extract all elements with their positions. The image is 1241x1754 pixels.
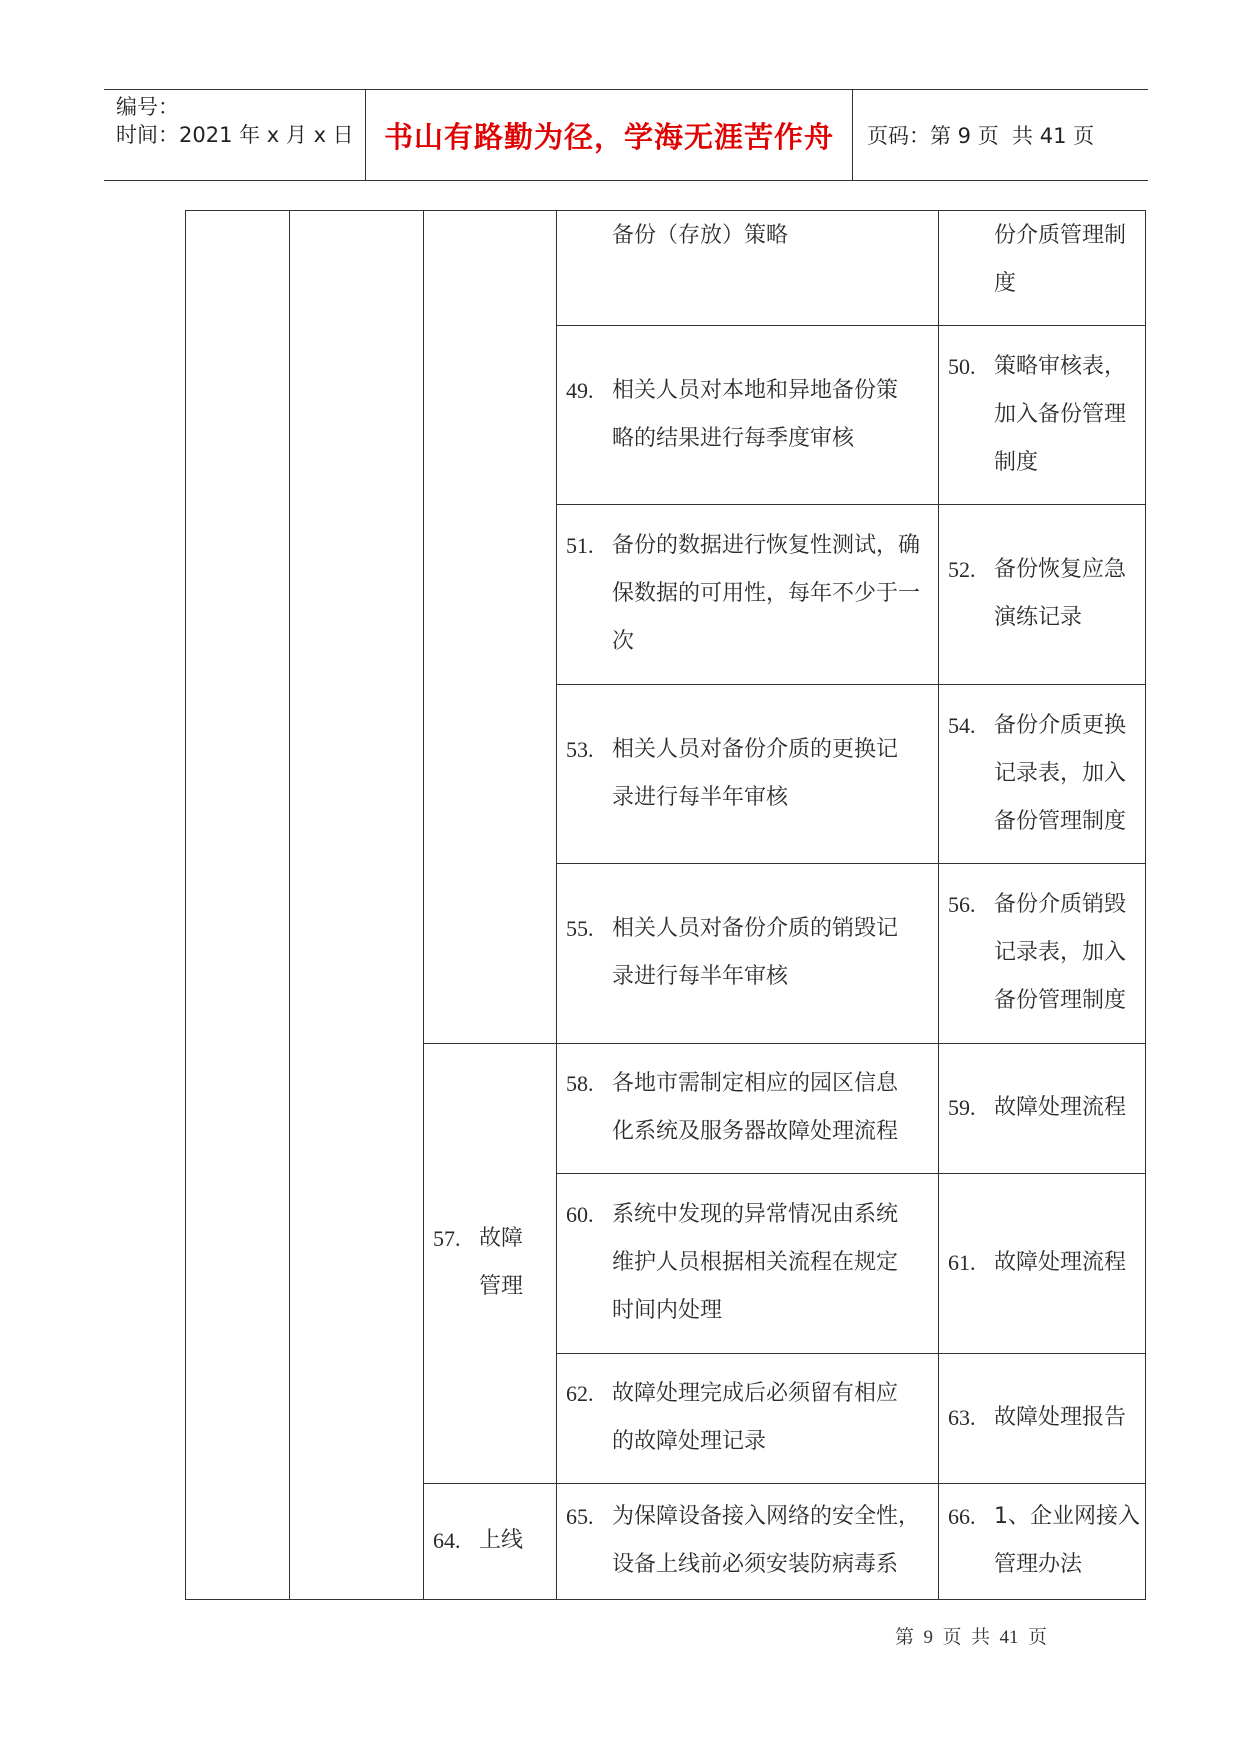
document-time-label: 时间：2021 年 x 月 x 日	[116, 123, 354, 147]
record-text: 备份管理制度	[994, 988, 1127, 1013]
requirement-text: 相关人员对备份介质的更换记	[612, 736, 899, 762]
header-page-info	[853, 90, 1148, 180]
requirement-text: 备份（存放）策略	[612, 223, 789, 248]
requirement-text: 维护人员根据相关流程在规定	[612, 1250, 899, 1275]
header-motto: 书山有路勤为径，学海无涯苦作舟	[366, 90, 853, 180]
requirement-number: 49.	[566, 377, 594, 403]
category-label: 上线	[479, 1528, 524, 1553]
table-vline-4	[938, 210, 939, 1599]
row-divider-6	[556, 1173, 1145, 1174]
requirement-text: 相关人员对备份介质的销毁记	[612, 916, 899, 941]
requirement-text: 备份的数据进行恢复性测试，确	[612, 533, 921, 558]
requirement-number: 55.	[566, 916, 594, 941]
record-text: 管理办法	[994, 1552, 1083, 1577]
row-divider-5	[556, 1043, 1145, 1044]
header-page-label: 页码：第 9 页 共 41 页	[867, 124, 1095, 148]
record-text: 记录表，加入	[994, 760, 1127, 786]
record-text: 故障处理流程	[994, 1095, 1127, 1120]
page-header	[104, 89, 1148, 181]
table-vline-0	[185, 210, 186, 1599]
record-text: 故障处理流程	[994, 1250, 1127, 1275]
requirement-number: 58.	[566, 1071, 594, 1096]
category-number: 57.	[433, 1226, 461, 1251]
requirement-text: 录进行每半年审核	[612, 964, 789, 989]
requirement-text: 略的结果进行每季度审核	[612, 425, 855, 451]
table-vline-5	[1145, 210, 1146, 1599]
requirement-text: 相关人员对本地和异地备份策	[612, 377, 899, 403]
record-text: 制度	[994, 449, 1039, 475]
page-footer: 第 9 页 共 41 页	[895, 1627, 1048, 1648]
record-number: 50.	[948, 353, 976, 379]
requirement-text: 为保障设备接入网络的安全性，	[612, 1504, 921, 1529]
record-number: 59.	[948, 1095, 976, 1120]
table-bottom-border	[185, 1599, 1146, 1600]
requirement-number: 51.	[566, 533, 594, 558]
requirement-text: 系统中发现的异常情况由系统	[612, 1202, 899, 1227]
header-meta	[104, 90, 366, 180]
record-text: 1、企业网接入	[994, 1504, 1140, 1529]
row-divider-1	[556, 325, 1145, 326]
group-divider-1	[423, 1043, 556, 1044]
requirement-text: 故障处理完成后必须留有相应	[612, 1381, 899, 1406]
record-text: 份介质管理制	[994, 223, 1127, 248]
category-label: 故障	[479, 1226, 524, 1251]
record-text: 备份介质销毁	[994, 892, 1127, 917]
table-top-border	[185, 210, 1145, 211]
category-label: 管理	[479, 1274, 524, 1299]
record-text: 故障处理报告	[994, 1405, 1127, 1430]
record-text: 备份介质更换	[994, 712, 1127, 738]
record-text: 演练记录	[994, 605, 1083, 630]
requirement-text: 时间内处理	[612, 1298, 723, 1323]
record-number: 52.	[948, 557, 976, 582]
requirement-text: 录进行每半年审核	[612, 784, 789, 810]
requirement-text: 各地市需制定相应的园区信息	[612, 1071, 899, 1096]
record-number: 63.	[948, 1405, 976, 1430]
requirement-text: 保数据的可用性，每年不少于一	[612, 581, 921, 606]
record-number: 66.	[948, 1504, 976, 1529]
record-text: 记录表，加入	[994, 940, 1127, 965]
table-vline-2	[423, 210, 424, 1599]
requirement-number: 65.	[566, 1504, 594, 1529]
record-number: 54.	[948, 712, 976, 738]
requirement-number: 60.	[566, 1202, 594, 1227]
category-number: 64.	[433, 1528, 461, 1553]
row-divider-7	[556, 1353, 1145, 1354]
record-text: 备份管理制度	[994, 808, 1127, 834]
row-divider-2	[556, 504, 1145, 505]
record-text: 加入备份管理	[994, 401, 1127, 427]
record-text: 备份恢复应急	[994, 557, 1127, 582]
row-divider-4	[556, 863, 1145, 864]
table-vline-3	[556, 210, 557, 1599]
group-divider-2	[423, 1483, 556, 1484]
table-vline-1	[289, 210, 290, 1599]
requirement-text: 化系统及服务器故障处理流程	[612, 1119, 899, 1144]
record-text: 度	[994, 271, 1017, 296]
record-text: 策略审核表，	[994, 353, 1127, 379]
row-divider-3	[556, 684, 1145, 685]
requirement-text: 设备上线前必须安装防病毒系	[612, 1552, 899, 1577]
record-number: 56.	[948, 892, 976, 917]
record-number: 61.	[948, 1250, 976, 1275]
requirement-number: 62.	[566, 1381, 594, 1406]
requirement-text: 次	[612, 629, 635, 654]
document-number-label: 编号：	[116, 95, 179, 119]
row-divider-8	[556, 1483, 1145, 1484]
requirement-text: 的故障处理记录	[612, 1429, 767, 1454]
requirement-number: 53.	[566, 736, 594, 762]
